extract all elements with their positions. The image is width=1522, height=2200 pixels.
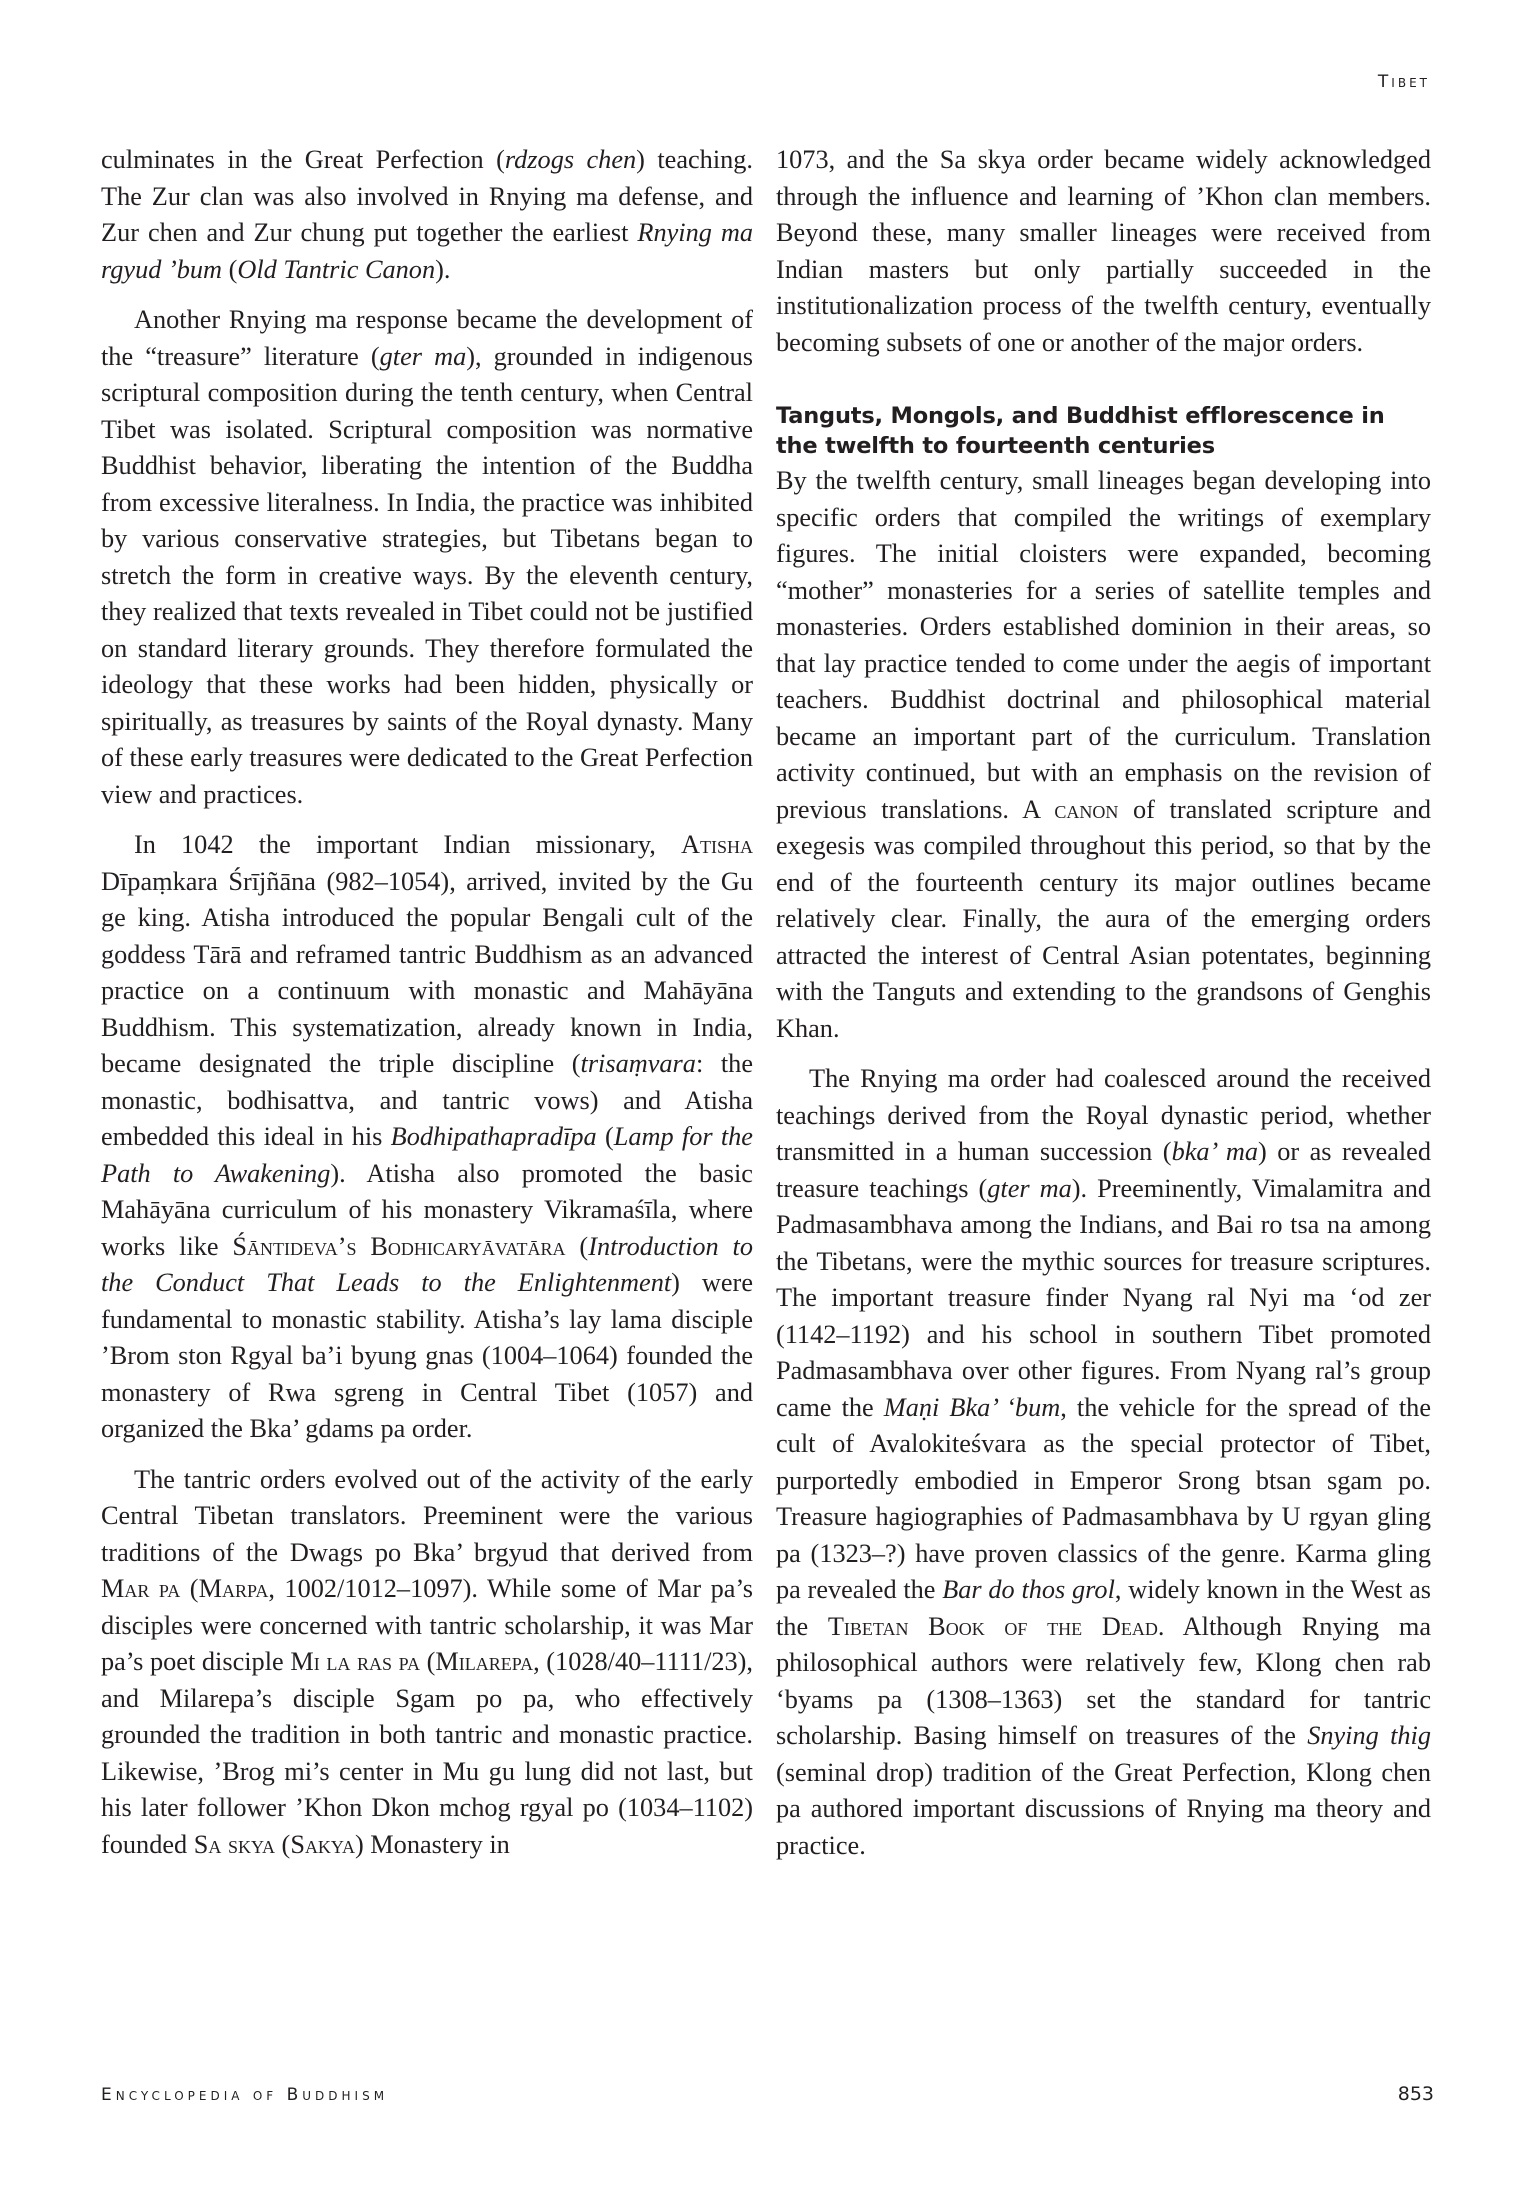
cross-reference: Sa skya [193, 1829, 275, 1859]
text-run: , (1028/40–1111/23), and Milarepa’s disciple Sgam po pa, who effectively grounded the tradition in both tantric and monastic practice. Likewise, ’Brog mi’s center in Mu gu lung did not last, but his later follower ’Khon Dkon mchog rgyal po (1034–1102) founded [101, 1647, 753, 1859]
text-run: ). Preeminently, Vimalamitra and Padmasambhava among the Indians, and Bai ro tsa na among the Tibetans, were the mythic sources for treasure scriptures. The important treasure finder Nyang ral Nyi ma ‘od zer (1142–1192) and his school in southern Tibet promoted Padmasambhava over other figures. From Nyang ral’s group came the [776, 1173, 1431, 1422]
text-run: ) Monastery in [354, 1829, 510, 1859]
text-run: ( [565, 1231, 589, 1261]
text-run: (seminal drop) tradition of the Great Perfection, Klong chen pa authored important discussions of Rnying ma theory and practice. [776, 1757, 1431, 1860]
text-run: ( [419, 1647, 436, 1676]
body-paragraph [776, 463, 1431, 1047]
italic-term: Old Tantric Canon [237, 254, 436, 284]
left-paragraphs [101, 142, 753, 1863]
cross-reference: canon [1054, 794, 1119, 824]
text-run: ). [435, 254, 451, 284]
cross-reference: Atisha [681, 830, 753, 859]
cross-reference: Milarepa [435, 1647, 534, 1676]
text-run: 1073, and the Sa skya order became widely acknowledged through the influence and learning of ’Khon clan members. Beyond these, many smaller lineages were received from Indian masters but only partially succeeded in the institutionalization process of the twelfth century, eventually becoming subsets of one or another of the major orders. [776, 145, 1431, 357]
right-paragraphs-before-heading [776, 142, 1431, 361]
italic-term: trisaṃvara [580, 1049, 696, 1078]
body-paragraph [101, 827, 753, 1448]
text-run: ), grounded in indigenous scriptural composition during the tenth century, when Central Tibet was isolated. Scriptural composition was normative Buddhist behavior, liberating the intention of the Buddha from excessive literalness. In India, the practice was inhibited by various conservative strategies, but Tibetans began to stretch the form in creative ways. By the eleventh century, they realized that texts revealed in Tibet could not be justified on standard literary grounds. They therefore formulated the ideology that these works had been hidden, physically or spiritually, as treasures by saints of the Royal dynasty. Many of these early treasures were dedicated to the Great Perfection view and practices. [101, 341, 753, 809]
text-run: of translated scripture and exegesis was compiled throughout this period, so that by the end of the fourteenth century its major outlines became relatively clear. Finally, the aura of the emerging orders attracted the interest of Central Asian potentates, beginning with the Tanguts and extending to the grandsons of Genghis Khan. [776, 794, 1431, 1043]
text-run: ( [180, 1574, 199, 1603]
text-run: ) or as revealed treasure teachings ( [776, 1137, 1431, 1203]
text-run: ) teaching. The Zur clan was also involved in Rnying ma defense, and Zur chen and Zur chung put together the earliest [101, 145, 753, 247]
body-paragraph [776, 1061, 1431, 1864]
body-paragraph [101, 1462, 753, 1864]
body-paragraph [776, 142, 1431, 361]
text-run: ( [222, 254, 238, 284]
text-run: In 1042 the important Indian missionary, [134, 830, 681, 859]
italic-term: Maṇi Bka’ ‘bum [883, 1392, 1061, 1422]
cross-reference: Mi la ras pa [290, 1647, 420, 1676]
body-paragraph [101, 302, 753, 813]
text-run: culminates in the Great Perfection ( [101, 145, 505, 174]
text-run: . Although Rnying ma philosophical authors were relatively few, Klong chen rab ‘byams pa (1308–1363) set the standard for tantric scholarship. Basing himself on treasures of the [776, 1611, 1431, 1750]
italic-term: Introduction to the Conduct That Leads to the Enlightenment [101, 1231, 753, 1297]
text-run: , the vehicle for the spread of the cult of Avalokiteśvara as the special protector of Tibet, purportedly embodied in Emperor Srong btsan sgam po. Treasure hagiographies of Padmasambhava by U rgyan gling pa (1323–?) have proven classics of the genre. Karma gling pa revealed the [776, 1392, 1431, 1604]
cross-reference: Tibetan Book of the Dead [827, 1611, 1158, 1641]
section-heading: Tanguts, Mongols, and Buddhist efflorescence in the twelfth to fourteenth centuries [776, 403, 1385, 459]
text-run: , widely known in the West as the [776, 1575, 1431, 1641]
text-run: ) were fundamental to monastic stability. Atisha’s lay lama disciple ’Brom ston Rgyal ba’i byung gnas (1004–1064) founded the monastery of Rwa sgreng in Central Tibet (1057) and organized the Bka’ gdams pa order. [101, 1268, 753, 1443]
left-column [101, 142, 753, 1863]
italic-term: Bar do thos grol [942, 1575, 1115, 1604]
italic-term: Lamp for the Path to Awakening [101, 1122, 753, 1188]
text-run: , 1002/1012–1097). While some of Mar pa’s disciples were concerned with tantric scholarship, it was Mar pa’s poet disciple [101, 1574, 753, 1676]
italic-term: Rnying ma rgyud ’bum [101, 218, 754, 284]
cross-reference: Sakya [290, 1829, 355, 1859]
text-run: ). Atisha also promoted the basic Mahāyāna curriculum of his monastery Vikramaśīla, where works like [101, 1158, 753, 1261]
italic-term: rdzogs chen [504, 145, 637, 174]
body-paragraph [101, 142, 753, 288]
cross-reference: Śāntideva’s Bodhicaryāvatāra [232, 1231, 566, 1261]
text-run: The tantric orders evolved out of the activity of the early Central Tibetan translators. Preeminent were the various traditions of the Dwags po Bka’ brgyud that derived from [101, 1464, 753, 1567]
text-run: : the monastic, bodhisattva, and tantric vows) and Atisha embedded this ideal in his [101, 1049, 753, 1151]
right-paragraphs-after-heading [776, 463, 1431, 1864]
italic-term: Snying thig [1307, 1721, 1431, 1750]
text-run: ( [596, 1122, 614, 1151]
text-run: By the twelfth century, small lineages began developing into specific orders that compiled the writings of exemplary figures. The initial cloisters were expanded, becoming “mother” monasteries for a series of satellite temples and monasteries. Orders established dominion in their areas, so that lay practice tended to come under the aegis of important teachers. Buddhist doctrinal and philosophical material became an important part of the curriculum. Translation activity continued, but with an emphasis on the revision of previous translations. A [776, 466, 1431, 824]
text-run: Dīpaṃkara Śrījñāna (982–1054), arrived, invited by the Gu ge king. Atisha introduced the popular Bengali cult of the goddess Tārā and reframed tantric Buddhism as an advanced practice on a continuum with monastic and Mahāyāna Buddhism. This systematization, already known in India, became designated the triple discipline ( [101, 866, 753, 1078]
running-head: Tibet [1377, 72, 1430, 92]
text-run: Another Rnying ma response became the development of the “treasure” literature ( [101, 305, 753, 371]
page-number: 853 [1397, 2083, 1434, 2105]
right-column [776, 142, 1431, 1864]
italic-term: gter ma [987, 1173, 1072, 1203]
footer-publication-title: Encyclopedia of Buddhism [101, 2085, 389, 2105]
text-run: The Rnying ma order had coalesced around the received teachings derived from the Royal dynastic period, whether transmitted in a human succession ( [776, 1064, 1431, 1166]
cross-reference: Marpa [198, 1574, 269, 1603]
cross-reference: Mar pa [101, 1574, 181, 1603]
italic-term: gter ma [379, 341, 467, 371]
italic-term: Bodhipathapradīpa [390, 1122, 597, 1151]
italic-term: bka’ ma [1171, 1137, 1258, 1166]
text-run: ( [274, 1829, 291, 1859]
